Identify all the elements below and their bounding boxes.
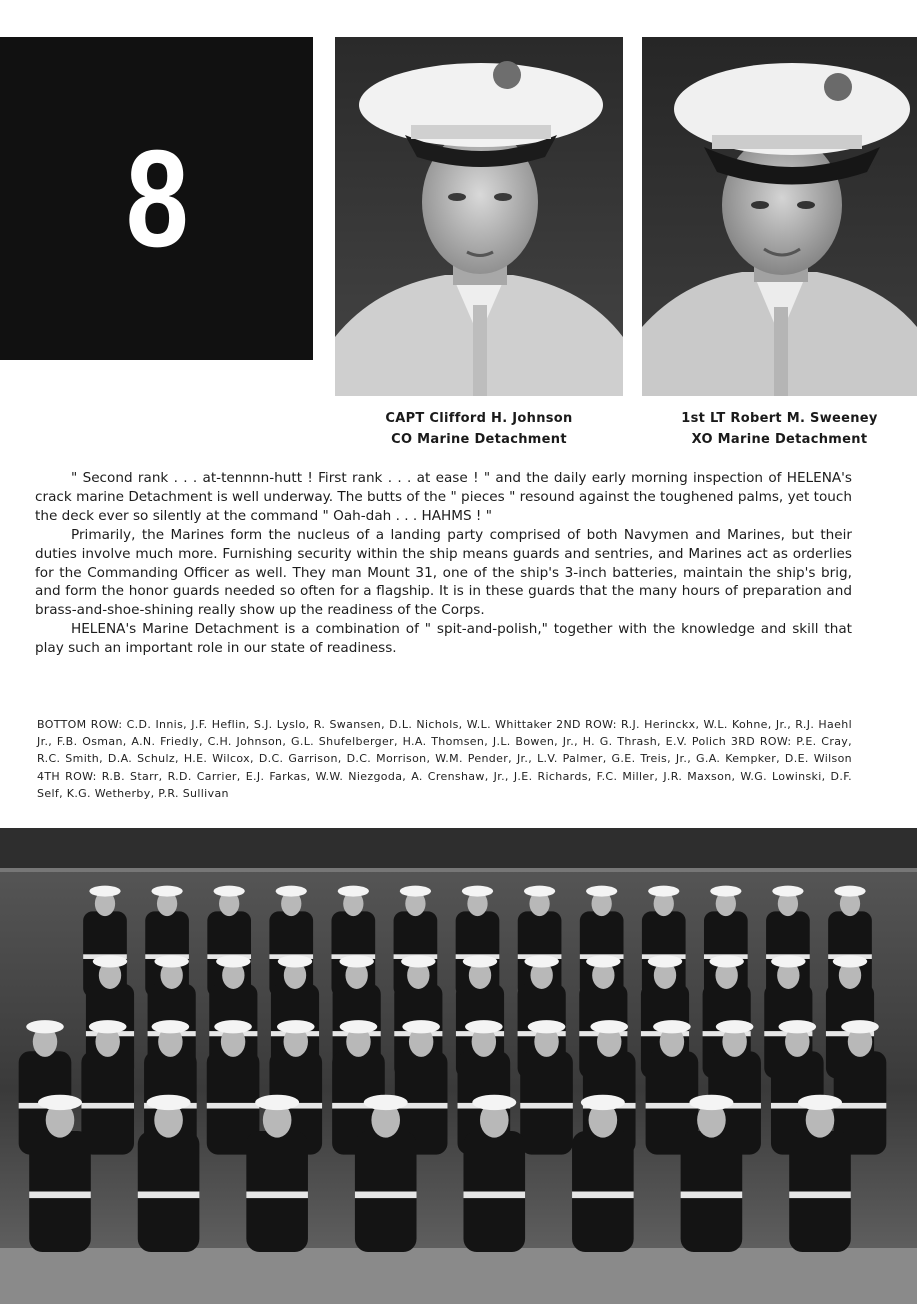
marine-portrait-photo <box>642 37 917 396</box>
group-photo-roster: BOTTOM ROW: C.D. Innis, J.F. Heflin, S.J. Lyslo, R. Swansen, D.L. Nichols, W.L. Whittaker 2ND ROW: R.J. Herinckx, W.L. Kohne, Jr., R.J. Haehl Jr., F.B. Osman, A.N. Friedly, C.H. Johnson, G.L. Shufelberger, H.A. Thomsen, J.L. Bowen, Jr., H. G. Thrash, E.V. Polich 3RD ROW: P.E. Cray, R.C. Smith, D.A. Schulz, H.E. Wilcox, D.C. Garrison, D.C. Morrison, W.M. Pender, Jr., L.V. Palmer, G.E. Treis, Jr., G.A. Kempker, D.E. Wilson 4TH ROW: R.B. Starr, R.D. Carrier, E.J. Farkas, W.W. Niezgoda, A. Crenshaw, Jr., J.E. Richards, F.C. Miller, J.R. Maxson, W.G. Lowinski, D.F. Self, K.G. Wetherby, P.R. Sullivan <box>37 718 852 800</box>
marine-portrait-photo <box>335 37 623 396</box>
portrait-role: CO Marine Detachment <box>391 432 567 447</box>
marine-detachment-group-photo <box>0 828 917 1304</box>
portrait-caption-sweeney <box>642 408 917 450</box>
portrait-name: CAPT Clifford H. Johnson <box>385 411 573 426</box>
body-paragraph: Primarily, the Marines form the nucleus of a landing party comprised of both Navymen and Marines, but their duties involve much more. Furnishing security within the ship means guards and sentries, and Marines act as orderlies for the Commanding Officer as well. They man Mount 31, one of the ship's 3-inch batteries, maintain the ship's brig, and form the honor guards needed so often for a flagship. It is in these guards that the many hours of preparation and brass-and-shoe-shining really show up the readiness of the Corps. <box>35 526 852 619</box>
chapter-number: 8 <box>125 121 188 276</box>
portrait-name: 1st LT Robert M. Sweeney <box>681 411 878 426</box>
portrait-photo-sweeney <box>642 37 917 396</box>
portrait-role: XO Marine Detachment <box>691 432 868 447</box>
body-paragraph: HELENA's Marine Detachment is a combination of " spit-and-polish," together with the knowledge and skill that play such an important role in our state of readiness. <box>35 621 852 657</box>
chapter-number-block <box>0 37 313 360</box>
portrait-caption-johnson <box>335 408 623 450</box>
portrait-photo-johnson <box>335 37 623 396</box>
body-paragraph: " Second rank . . . at-tennnn-hutt ! First rank . . . at ease ! " and the daily early morning inspection of HELENA's crack marine Detachment is well underway. The butts of the " pieces " resound against the toughened palms, yet touch the deck ever so silently at the command " Oah-dah . . . HAHMS ! " <box>35 470 852 524</box>
group-photo <box>0 828 917 1304</box>
article-body <box>35 469 852 658</box>
